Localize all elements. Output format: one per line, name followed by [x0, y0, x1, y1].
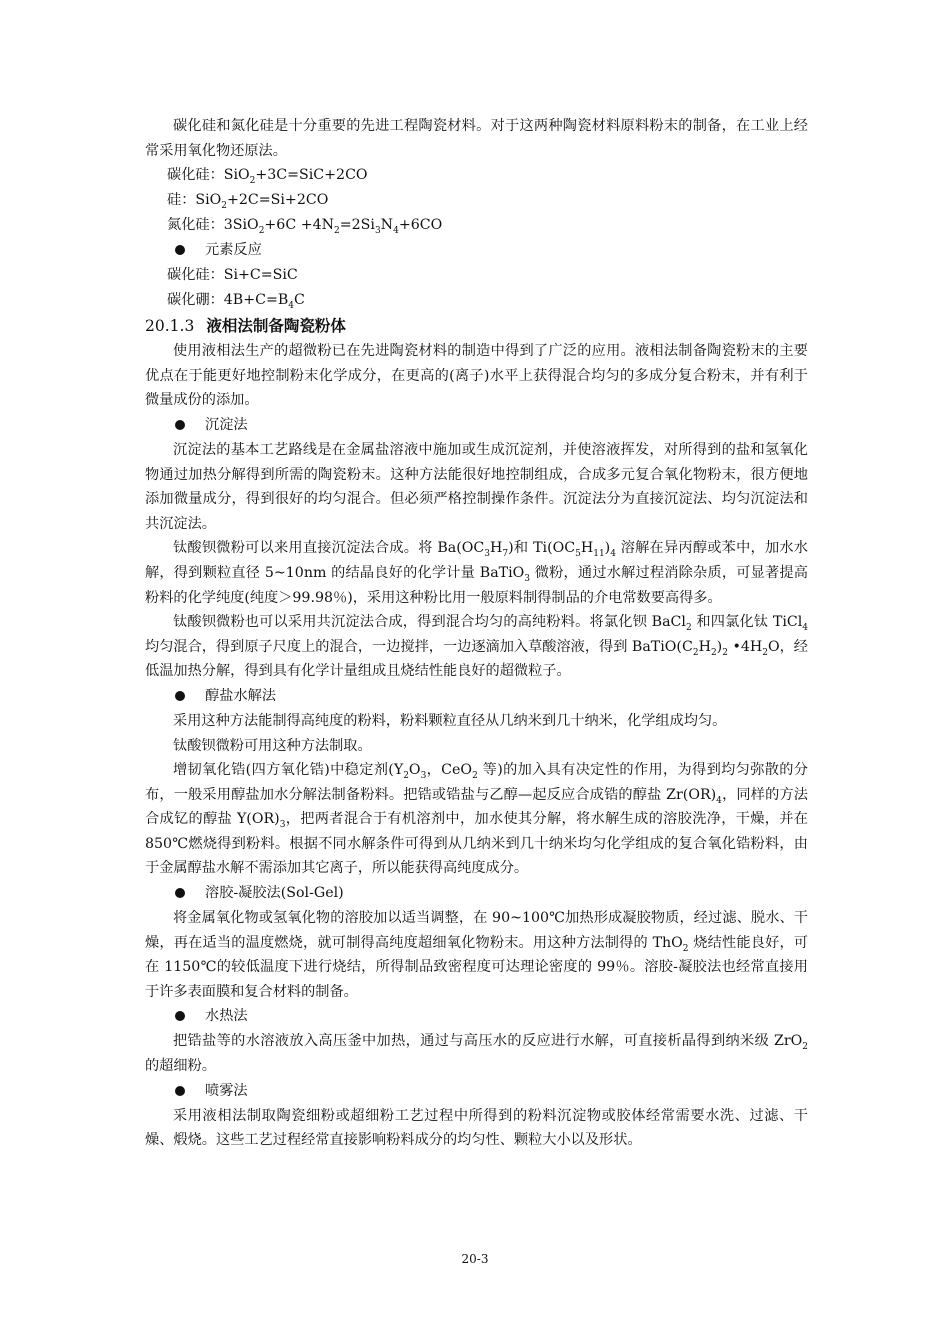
bullet-precipitation: 沉淀法 [145, 413, 808, 438]
equation-si3n4: 氮化硅：$3SiO_2+6C +4N_2=2Si_3N_4+6CO$ [167, 217, 443, 237]
bullet-icon [175, 691, 185, 701]
spray-paragraph: 采用液相法制取陶瓷细粉或超细粉工艺过程中所得到的粉料沉淀物或胶体经常需要水洗、过滤、干燥、煅烧。这些工艺过程经常直接影响粉料成分的均匀性、颗粒大小以及形状。 [145, 1107, 808, 1149]
liquid-method-paragraph: 使用液相法生产的超微粉已在先进陶瓷材料的制造中得到了广泛的应用。液相法制备陶瓷粉末的主要优点在于能更好地控制粉末化学成分，在更高的(离子)水平上获得混合均匀的多成分复合粉末，并有利于微量成份的添加。 [145, 343, 808, 409]
equation-b4c: 碳化硼：$4B+C=B_4C$ [167, 292, 305, 312]
bullet-icon [175, 1086, 185, 1096]
bullet-icon [175, 245, 185, 255]
page-number: 20-3 [461, 1252, 489, 1266]
bullet-spray: 喷雾法 [145, 1079, 808, 1104]
alkoxide-paragraph-1: 采用这种方法能制得高纯度的粉料，粉料颗粒直径从几纳米到几十纳米，化学组成均匀。 [173, 712, 727, 729]
bullet-alkoxide: 醇盐水解法 [145, 684, 808, 709]
bullet-element-reaction: 元素反应 [145, 238, 808, 263]
section-heading: 20.1.3 液相法制备陶瓷粉体 [145, 317, 346, 336]
equation-sic-element: 碳化硅：Si+C=SiC [167, 267, 298, 284]
document-body [145, 114, 808, 1153]
sol-gel-paragraph: 将金属氧化物或氢氧化物的溶胶加以适当调整，在 90~100℃加热形成凝胶物质，经过滤、脱水、干燥，再在适当的温度燃烧，就可制得高纯度超细氧化物粉末。用这种方法制得的 ThO$_2$ 烧结性能良好，可在 1150℃的较低温度下进行烧结，所得制品致密程度可达理论密度的 99％。溶胶-凝胶法也经常直接用于许多表面膜和复合材料的制备。 [145, 910, 808, 1000]
alkoxide-paragraph-2: 钛酸钡微粉可用这种方法制取。 [173, 737, 372, 754]
bullet-icon [175, 1011, 185, 1021]
equation-si: 硅：SiO$_2$+2C=Si+2CO [167, 192, 329, 212]
batio3-direct-paragraph: 钛酸钡微粉可以来用直接沉淀法合成。将 $Ba(OC_3H_7)$和 $Ti(OC_5H_{11})_4$ 溶解在异丙醇或苯中，加水水解，得到颗粒直径 5~10nm 的结晶良好的化学计量 BaTiO$_3$ 微粉，通过水解过程消除杂质，可显著提高粉料的化学纯度(纯度＞99.98％)，采用这种粉比用一般原料制得制品的介电常数要高得多。 [145, 540, 808, 606]
bullet-icon [175, 888, 185, 898]
bullet-hydrothermal: 水热法 [145, 1004, 808, 1029]
hydrothermal-paragraph: 把锆盐等的水溶液放入高压釜中加热，通过与高压水的反应进行水解，可直接析晶得到纳米级 ZrO$_2$ 的超细粉。 [145, 1033, 808, 1075]
intro-paragraph: 碳化硅和氮化硅是十分重要的先进工程陶瓷材料。对于这两种陶瓷材料原料粉末的制备，在工业上经常采用氧化物还原法。 [145, 118, 808, 159]
batio3-coprecip-paragraph: 钛酸钡微粉也可以采用共沉淀法合成，得到混合均匀的高纯粉料。将氯化钡 BaCl$_2$ 和四氯化钛 TiCl$_4$ 均匀混合，得到原子尺度上的混合，一边搅拌，一边逐滴加入草酸溶液，得到 $BaTiO(C_2H_2)_2$ $•4H_2O$，经低温加热分解，得到具有化学计量组成且烧结性能良好的超微粒子。 [145, 614, 808, 680]
zirconia-paragraph: 增韧氧化锆(四方氧化锆)中稳定剂($Y_2O_3$，CeO$_2$ 等)的加入具有决定性的作用，为得到均匀弥散的分布，一般采用醇盐加水分解法制备粉料。把锆或锆盐与乙醇—起反应合成锆的醇盐 $Zr(OR)_4$，同样的方法合成钇的醇盐 $Y(OR)_3$，把两者混合于有机溶剂中，加水使其分解，将水解生成的溶胶洗净，干燥，并在 850℃燃烧得到粉料。根据不同水解条件可得到从几纳米到几十纳米均匀化学组成的复合氧化锆粉料，由于金属醇盐水解不需添加其它离子，所以能获得高纯度成分。 [145, 762, 808, 877]
precipitation-paragraph: 沉淀法的基本工艺路线是在金属盐溶液中施加或生成沉淀剂，并使溶液挥发，对所得到的盐和氢氧化物通过加热分解得到所需的陶瓷粉末。这种方法能很好地控制组成，合成多元复合氧化物粉末，很方便地添加微量成分，得到很好的均匀混合。但必须严格控制操作条件。沉淀法分为直接沉淀法、均匀沉淀法和共沉淀法。 [145, 441, 808, 532]
bullet-icon [175, 420, 185, 430]
equation-sic: 碳化硅：SiO$_2$+3C=SiC+2CO [167, 167, 368, 187]
bullet-sol-gel: 溶胶-凝胶法(Sol-Gel) [145, 881, 808, 906]
